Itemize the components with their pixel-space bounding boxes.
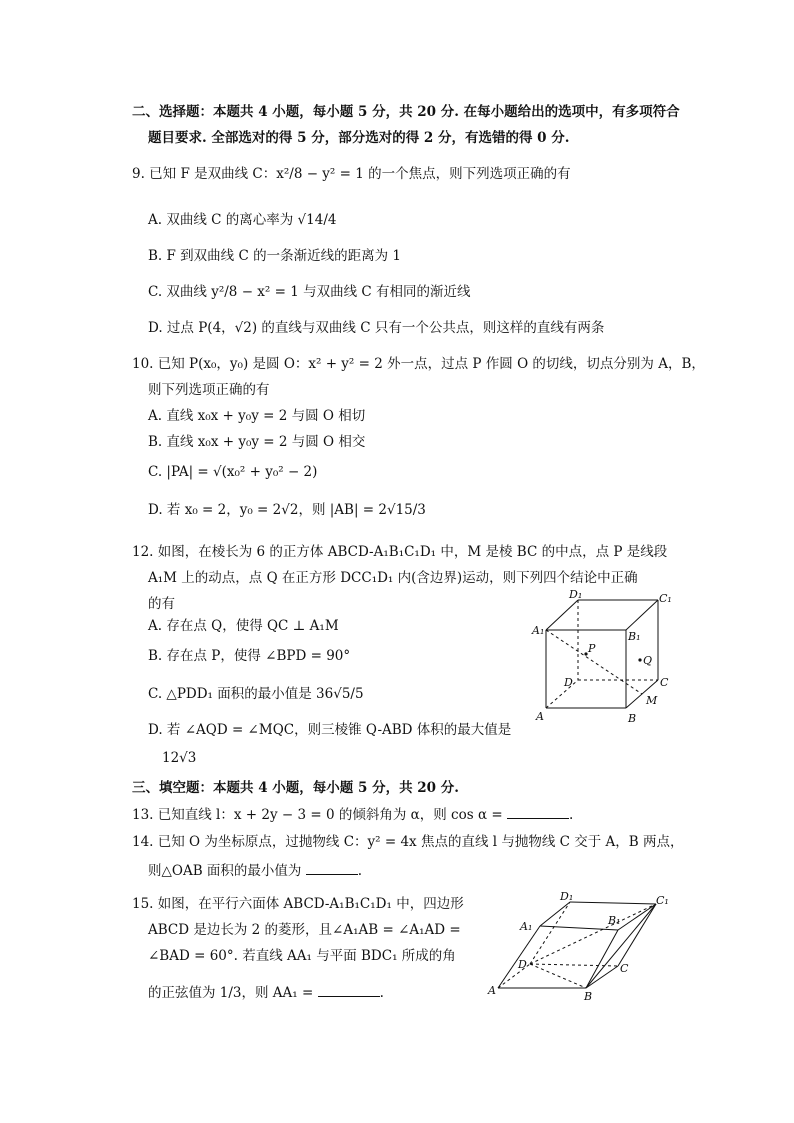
q12-label-d: D: [564, 676, 573, 689]
q12-option-b: B. 存在点 P，使得 ∠BPD = 90°: [148, 648, 351, 664]
q13-answer-blank[interactable]: [507, 804, 569, 819]
q15-label-c: C: [620, 962, 629, 975]
q12-cube-figure: [528, 588, 678, 726]
q10-stem-line1: 10. 已知 P(x₀，y₀) 是圆 O：x² + y² = 2 外一点，过点 P 作圆 O 的切线，切点分别为 A，B，: [132, 356, 705, 372]
q12-option-d-line1: D. 若 ∠AQD = ∠MQC，则三棱锥 Q-ABD 体积的最大值是: [148, 722, 512, 738]
q10-option-a: A. 直线 x₀x + y₀y = 2 与圆 O 相切: [148, 408, 366, 424]
q12-option-a: A. 存在点 Q，使得 QC ⊥ A₁M: [148, 618, 339, 634]
q12-label-a: A: [536, 710, 544, 723]
q12-label-b: B: [628, 712, 637, 725]
q13-period: .: [568, 807, 574, 823]
q9-option-c: C. 双曲线 y²/8 − x² = 1 与双曲线 C 有相同的渐近线: [148, 284, 471, 300]
q12-option-d-line2: 12√3: [162, 750, 197, 766]
q15-text: 的正弦值为 1/3，则 AA₁ =: [148, 985, 314, 1001]
q15-label-c1: C₁: [656, 894, 669, 907]
q10-option-b: B. 直线 x₀x + y₀y = 2 与圆 O 相交: [148, 434, 366, 450]
q15-line1: 15. 如图，在平行六面体 ABCD-A₁B₁C₁D₁ 中，四边形: [132, 896, 464, 912]
q9-stem: 9. 已知 F 是双曲线 C：x²/8 − y² = 1 的一个焦点，则下列选项正确的有: [132, 166, 571, 182]
q13-text: 13. 已知直线 l：x + 2y − 3 = 0 的倾斜角为 α，则 cos α =: [132, 807, 503, 823]
q12-point-q-dot: [638, 658, 641, 661]
q10-stem-line2: 则下列选项正确的有: [148, 382, 270, 398]
q15-answer-blank[interactable]: [318, 982, 380, 997]
q15-label-a1: A₁: [520, 920, 533, 933]
q12-option-c: C. △PDD₁ 面积的最小值是 36√5/5: [148, 686, 364, 702]
q14-text: 则△OAB 面积的最小值为: [148, 863, 302, 879]
q10-option-c: C. |PA| = √(x₀² + y₀² − 2): [148, 464, 318, 480]
q14-line2: [148, 860, 362, 881]
q12-stem-line3: 的有: [148, 596, 175, 612]
section2-heading-line2: 题目要求. 全部选对的得 5 分，部分选对的得 2 分，有选错的得 0 分.: [148, 130, 570, 146]
q15-label-b: B: [584, 990, 593, 1002]
q14-period: .: [357, 863, 363, 879]
q9-option-a: A. 双曲线 C 的离心率为 √14/4: [148, 212, 337, 228]
q12-label-a1: A₁: [532, 624, 545, 637]
q14-line1: 14. 已知 O 为坐标原点，过抛物线 C：y² = 4x 焦点的直线 l 与抛物线 C 交于 A，B 两点，: [132, 834, 684, 850]
q15-parallelepiped-figure: [486, 890, 676, 1002]
section2-heading-line1: 二、选择题：本题共 4 小题，每小题 5 分，共 20 分. 在每小题给出的选项中，有多项符合: [132, 104, 680, 120]
q12-stem-line2: A₁M 上的动点，点 Q 在正方形 DCC₁D₁ 内(含边界)运动，则下列四个结论中正确: [148, 570, 638, 586]
q15-line2: ABCD 是边长为 2 的菱形，且∠A₁AB = ∠A₁AD =: [148, 922, 461, 938]
q12-label-m: M: [646, 694, 658, 707]
q12-label-c: C: [660, 676, 669, 689]
q12-label-q: Q: [643, 654, 653, 667]
q15-period: .: [379, 985, 384, 1001]
q9-option-b: B. F 到双曲线 C 的一条渐近线的距离为 1: [148, 248, 401, 264]
section3-heading: 三、填空题：本题共 4 小题，每小题 5 分，共 20 分.: [132, 780, 459, 796]
q10-option-d: D. 若 x₀ = 2，y₀ = 2√2，则 |AB| = 2√15/3: [148, 502, 426, 518]
q12-label-p: P: [588, 642, 596, 655]
q9-option-d: D. 过点 P(4，√2) 的直线与双曲线 C 只有一个公共点，则这样的直线有两条: [148, 320, 605, 336]
q12-label-d1: D₁: [569, 588, 583, 601]
q15-label-b1: B₁: [608, 914, 621, 927]
q15-line3: ∠BAD = 60°. 若直线 AA₁ 与平面 BDC₁ 所成的角: [148, 948, 456, 964]
q15-label-d1: D₁: [560, 890, 574, 903]
q14-answer-blank[interactable]: [306, 860, 358, 875]
q15-label-d: D: [518, 958, 527, 971]
q12-stem-line1: 12. 如图，在棱长为 6 的正方体 ABCD-A₁B₁C₁D₁ 中，M 是棱 BC 的中点，点 P 是线段: [132, 544, 668, 560]
q12-label-b1: B₁: [628, 630, 641, 643]
q13-line: [132, 804, 573, 825]
q12-label-c1: C₁: [659, 592, 672, 605]
q15-line4: [148, 982, 384, 1003]
q15-label-a: A: [488, 984, 496, 997]
